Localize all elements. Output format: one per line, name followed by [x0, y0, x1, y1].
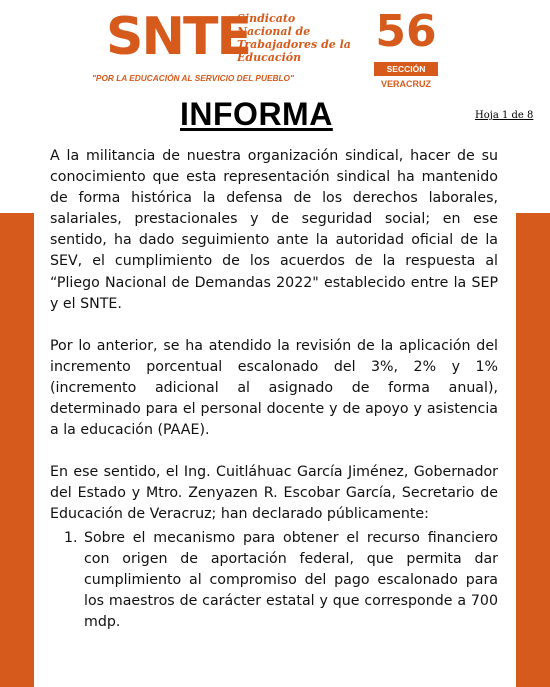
union-name-line: Nacional de [237, 25, 311, 38]
left-orange-bar [0, 213, 34, 687]
section-place: VERACRUZ [380, 79, 431, 89]
union-name-line: Educación [237, 51, 302, 64]
letterhead [0, 0, 550, 100]
union-name [237, 12, 367, 64]
section-logo [372, 6, 440, 92]
list-item: 1. Sobre el mecanismo para obtener el recurso financiero con origen de aportación federal, que permita dar cumplimiento al compromiso del pago escalonado para los maestros de carácter estatal y que corresponde a 700 mdp. [82, 528, 498, 633]
document-title: INFORMA [180, 96, 333, 132]
section-number: 56 [375, 6, 437, 57]
union-name-line: Trabajadores de la [237, 38, 351, 51]
snte-logo [106, 7, 250, 68]
numbered-list [50, 528, 498, 633]
body-paragraph: Por lo anterior, se ha atendido la revisión de la aplicación del incremento porcentual escalonado del 3%, 2% y 1% (incremento adicional al asignado de forma anual), determinado para el personal docente y de apoyo y asistencia a la educación (PAAE). [50, 337, 498, 439]
body-paragraph: En ese sentido, el Ing. Cuitláhuac García Jiménez, Gobernador del Estado y Mtro. Zenyazen R. Escobar García, Secretario de Educación de Veracruz; han declarado públicamente: [50, 464, 498, 523]
right-orange-bar [516, 213, 550, 687]
union-name-line: Sindicato [237, 12, 296, 25]
slogan: "POR LA EDUCACIÓN AL SERVICIO DEL PUEBLO" [92, 73, 294, 83]
page-indicator: Hoja 1 de 8 [475, 110, 534, 121]
body-paragraph: A la militancia de nuestra organización sindical, hacer de su conocimiento que esta representación sindical ha mantenido de forma histórica la defensa de los derechos laborales, salariales, prestacionales y de seguridad social; en ese sentido, ha dado seguimiento ante la autoridad oficial de la SEV, el cumplimiento de los acuerdos de la respuesta al “Pliego Nacional de Demandas 2022" establecido entre la SEP y el SNTE. [50, 148, 498, 312]
document-body [50, 146, 498, 633]
snte-logo-text: SNTE [106, 7, 250, 67]
section-label: SECCIÓN [374, 62, 438, 76]
